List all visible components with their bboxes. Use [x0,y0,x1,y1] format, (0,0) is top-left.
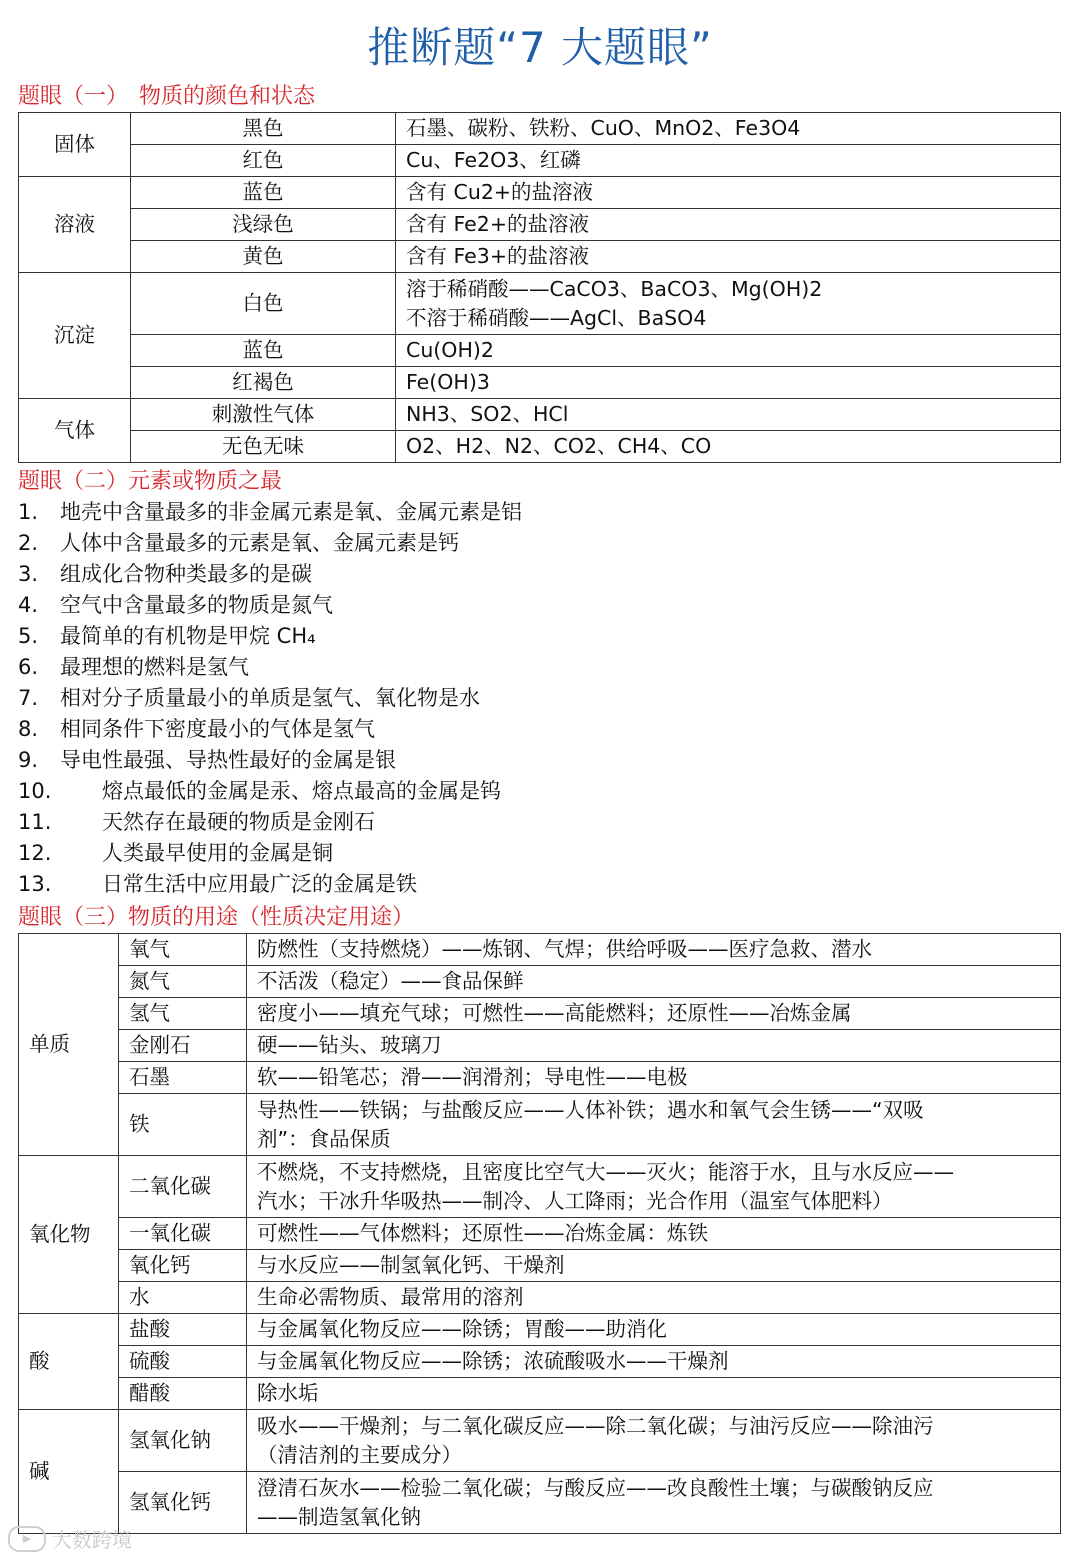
table-row [19,1156,1061,1218]
use-line: 密度小——填充气球；可燃性——高能燃料；还原性——冶炼金属 [257,1001,852,1025]
table-row [19,966,1061,998]
list-item [18,590,1058,621]
category-cell: 沉淀 [19,273,131,399]
item-text: 最理想的燃料是氢气 [60,655,249,679]
color-cell: 无色无味 [131,431,396,463]
watermark [8,1524,132,1553]
table-row [19,335,1061,367]
substance-line: NH3、SO2、HCl [406,402,569,426]
use-line: 导热性——铁锅；与盐酸反应——人体补铁；遇水和氧气会生锈——“双吸 [257,1097,924,1122]
item-number: 8. [18,717,39,741]
item-number: 10. [18,779,52,803]
use-line: （清洁剂的主要成分） [257,1442,462,1467]
substance-name-cell: 氮气 [119,966,247,998]
use-line: ——制造氢氧化钠 [257,1504,421,1529]
section-heading-uses: 题眼（三）物质的用途（性质决定用途） [18,905,415,930]
table-row [19,431,1061,463]
table-row [19,1472,1061,1534]
table-row [19,399,1061,431]
table-row [19,1378,1061,1410]
substance-name-cell: 铁 [119,1094,247,1156]
list-item [18,776,1058,807]
use-cell [247,1030,1061,1062]
substance-line: Fe(OH)3 [406,370,490,394]
item-number: 4. [18,593,39,617]
use-cell [247,998,1061,1030]
substance-line: 石墨、碳粉、铁粉、CuO、MnO2、Fe3O4 [406,116,801,140]
substance-cell [396,273,1061,335]
use-cell [247,1218,1061,1250]
use-cell [247,1094,1061,1156]
superlatives-list [18,497,1058,900]
substance-cell [396,367,1061,399]
use-line: 软——铅笔芯；滑——润滑剂；导电性——电极 [257,1065,688,1089]
color-cell: 蓝色 [131,177,396,209]
item-text: 熔点最低的金属是汞、熔点最高的金属是钨 [102,779,501,803]
item-number: 12. [18,841,52,865]
page-title: 推断题“7 大题眼” [367,23,713,72]
list-item [18,745,1058,776]
table-row [19,1094,1061,1156]
watermark-text: 大数跨境 [52,1528,132,1552]
table-row [19,1314,1061,1346]
table-row [19,1346,1061,1378]
item-number: 6. [18,655,39,679]
substance-cell [396,177,1061,209]
use-line: 不燃烧，不支持燃烧，且密度比空气大——灭火；能溶于水，且与水反应—— [257,1159,954,1184]
item-number: 9. [18,748,39,772]
uses-table [18,933,1061,1534]
table-row [19,998,1061,1030]
table-row [19,1250,1061,1282]
item-text: 日常生活中应用最广泛的金属是铁 [102,872,417,896]
list-item [18,807,1058,838]
use-line: 与水反应——制氢氧化钙、干燥剂 [257,1253,565,1277]
item-number: 1. [18,500,39,524]
table-row [19,177,1061,209]
item-number: 13. [18,872,52,896]
substance-cell [396,335,1061,367]
list-item [18,869,1058,900]
substance-name-cell: 二氧化碳 [119,1156,247,1218]
substance-name-cell: 醋酸 [119,1378,247,1410]
item-text: 天然存在最硬的物质是金刚石 [102,810,375,834]
substance-cell [396,399,1061,431]
color-cell: 蓝色 [131,335,396,367]
substance-name-cell: 氧化钙 [119,1250,247,1282]
item-number: 11. [18,810,52,834]
substance-line: 含有 Fe3+的盐溶液 [406,244,590,268]
substance-cell [396,431,1061,463]
video-logo-icon: ▶ [8,1526,46,1552]
list-item [18,559,1058,590]
color-cell: 红褐色 [131,367,396,399]
use-cell [247,934,1061,966]
use-line: 可燃性——气体燃料；还原性——冶炼金属：炼铁 [257,1221,708,1245]
substance-name-cell: 氧气 [119,934,247,966]
item-text: 相对分子质量最小的单质是氢气、氧化物是水 [60,686,480,710]
substance-name-cell: 金刚石 [119,1030,247,1062]
list-item [18,621,1058,652]
item-number: 7. [18,686,39,710]
item-text: 导电性最强、导热性最好的金属是银 [60,748,396,772]
use-cell [247,1346,1061,1378]
substance-name-cell: 氢气 [119,998,247,1030]
category-cell: 酸 [19,1314,119,1410]
color-cell: 黄色 [131,241,396,273]
list-item [18,497,1058,528]
table-row [19,209,1061,241]
use-cell [247,1378,1061,1410]
use-line: 澄清石灰水——检验二氧化碳；与酸反应——改良酸性土壤；与碳酸钠反应 [257,1475,934,1500]
table-row [19,934,1061,966]
substance-line: Cu(OH)2 [406,338,494,362]
use-line: 剂”：食品保质 [257,1126,391,1151]
substance-name-cell: 氢氧化钙 [119,1472,247,1534]
substance-cell [396,209,1061,241]
table-row [19,145,1061,177]
item-number: 2. [18,531,39,555]
substance-line: 含有 Cu2+的盐溶液 [406,180,594,204]
category-cell: 氧化物 [19,1156,119,1314]
item-text: 人体中含量最多的元素是氧、金属元素是钙 [60,531,459,555]
substance-line: Cu、Fe2O3、红磷 [406,148,581,172]
substance-cell [396,241,1061,273]
use-cell [247,1282,1061,1314]
use-cell [247,1250,1061,1282]
color-cell: 白色 [131,273,396,335]
substance-cell [396,113,1061,145]
substance-cell [396,145,1061,177]
category-cell: 气体 [19,399,131,463]
use-cell [247,1156,1061,1218]
substance-name-cell: 石墨 [119,1062,247,1094]
list-item [18,714,1058,745]
table-row [19,113,1061,145]
item-text: 相同条件下密度最小的气体是氢气 [60,717,375,741]
use-line: 生命必需物质、最常用的溶剂 [257,1285,524,1309]
item-text: 组成化合物种类最多的是碳 [60,562,312,586]
color-state-table [18,112,1061,463]
category-cell: 单质 [19,934,119,1156]
use-cell [247,1472,1061,1534]
table-row [19,1062,1061,1094]
use-line: 硬——钻头、玻璃刀 [257,1033,442,1057]
substance-name-cell: 硫酸 [119,1346,247,1378]
table-row [19,1030,1061,1062]
use-line: 除水垢 [257,1381,319,1405]
section-heading-colors: 题眼（一） 物质的颜色和状态 [18,84,316,109]
use-line: 防燃性（支持燃烧）——炼钢、气焊；供给呼吸——医疗急救、潜水 [257,937,872,961]
color-cell: 刺激性气体 [131,399,396,431]
use-line: 与金属氧化物反应——除锈；胃酸——助消化 [257,1317,667,1341]
use-cell [247,1314,1061,1346]
use-line: 吸水——干燥剂；与二氧化碳反应——除二氧化碳；与油污反应——除油污 [257,1413,934,1438]
use-cell [247,1062,1061,1094]
item-number: 3. [18,562,39,586]
substance-line: O2、H2、N2、CO2、CH4、CO [406,434,712,458]
item-text: 地壳中含量最多的非金属元素是氧、金属元素是铝 [60,500,522,524]
table-row [19,367,1061,399]
list-item [18,838,1058,869]
color-cell: 黑色 [131,113,396,145]
table-row [19,1218,1061,1250]
category-cell: 碱 [19,1410,119,1534]
substance-line: 含有 Fe2+的盐溶液 [406,212,590,236]
substance-name-cell: 氢氧化钠 [119,1410,247,1472]
item-text: 最简单的有机物是甲烷 CH₄ [60,624,316,648]
use-cell [247,1410,1061,1472]
item-text: 空气中含量最多的物质是氮气 [60,593,333,617]
list-item [18,528,1058,559]
table-row [19,1282,1061,1314]
item-number: 5. [18,624,39,648]
use-line: 汽水；干冰升华吸热——制冷、人工降雨；光合作用（温室气体肥料） [257,1188,893,1213]
list-item [18,683,1058,714]
color-cell: 红色 [131,145,396,177]
use-line: 不活泼（稳定）——食品保鲜 [257,969,524,993]
section-heading-superlatives: 题眼（二）元素或物质之最 [18,469,283,494]
substance-name-cell: 盐酸 [119,1314,247,1346]
table-row [19,241,1061,273]
color-cell: 浅绿色 [131,209,396,241]
substance-line: 不溶于稀硝酸——AgCl、BaSO4 [406,305,707,330]
use-line: 与金属氧化物反应——除锈；浓硫酸吸水——干燥剂 [257,1349,729,1373]
table-row [19,273,1061,335]
table-row [19,1410,1061,1472]
item-text: 人类最早使用的金属是铜 [102,841,333,865]
substance-name-cell: 水 [119,1282,247,1314]
substance-name-cell: 一氧化碳 [119,1218,247,1250]
list-item [18,652,1058,683]
use-cell [247,966,1061,998]
substance-line: 溶于稀硝酸——CaCO3、BaCO3、Mg(OH)2 [406,276,823,301]
category-cell: 溶液 [19,177,131,273]
category-cell: 固体 [19,113,131,177]
